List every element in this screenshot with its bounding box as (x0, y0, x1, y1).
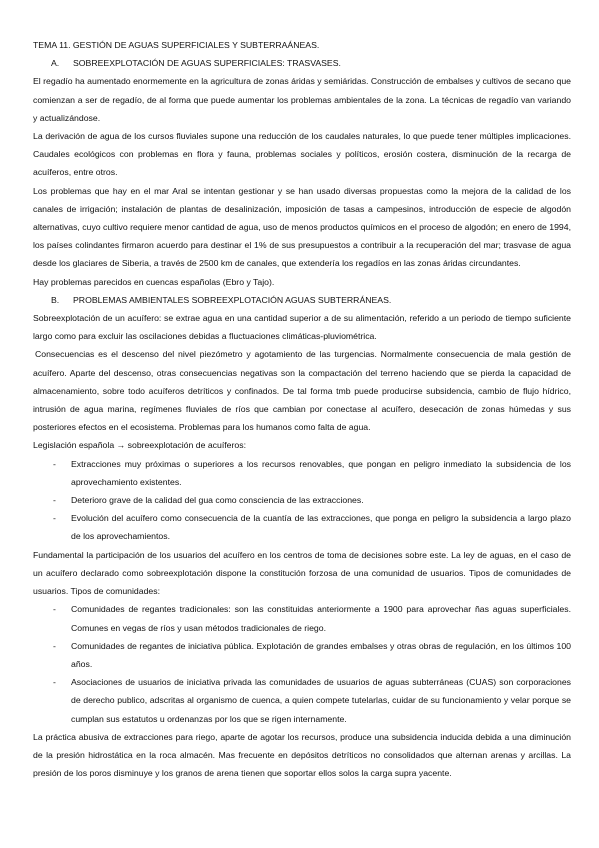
list-item-text: Extracciones muy próximas o superiores a los recursos renovables, que pongan en peligro inmediato la subsidencia de los aprovechamiento existentes. (71, 458, 571, 487)
section-a-paragraph: La derivación de agua de los cursos fluviales supone una reducción de los caudales naturales, lo que puede tener múltiples implicaciones. Caudales ecológicos con problemas en flora y fauna, problemas sociales y políticos, erosión costera, disminución de la recarga de acuíferos, entre otros. (33, 131, 571, 178)
list-item-text: Comunidades de regantes de iniciativa pública. Explotación de grandes embalses y otras obras de regulación, en los últimos 100 años. (71, 640, 571, 669)
section-a-heading (33, 54, 571, 72)
list-item (33, 509, 571, 545)
community-types-list (33, 600, 571, 727)
list-item-text: Evolución del acuífero como consecuencia de la cuantía de las extracciones, que ponga en peligro la subsidencia a largo plazo de los aprovechamientos. (71, 513, 571, 542)
dash-bullet: - (53, 458, 56, 469)
list-item (33, 637, 571, 673)
dash-bullet: - (53, 513, 56, 524)
dash-bullet: - (53, 640, 56, 651)
section-a-heading-text: SOBREEXPLOTACIÓN DE AGUAS SUPERFICIALES: TRASVASES. (73, 58, 341, 69)
section-a-paragraph: Hay problemas parecidos en cuencas españolas (Ebro y Tajo). (33, 276, 275, 287)
section-a-paragraph: Los problemas que hay en el mar Aral se intentan gestionar y se han usado diversas propuestas como la mejora de la calidad de los canales de irrigación; instalación de plantas de desalinización, imposición de tasas a campesinos, introducción de especie de algodón alternativas, cuyo cultivo requiere menor cantidad de agua, uso de menos productos químicos en el proceso de algodón; en enero de 1994, los países colindantes firmaron acuerdo para destinar el 1% de sus presupuestos a contribuir a la recuperación del mar; trasvase de agua desde los glaciares de Siberia, a través de 2500 km de canales, que extendería los regadíos en las zonas áridas circundantes. (33, 185, 571, 269)
list-item (33, 673, 571, 728)
section-a-paragraph: El regadío ha aumentado enormemente en la agricultura de zonas áridas y semiáridas. Construcción de embalses y cultivos de secano que comienzan a ser de regadío, de al forma que puede aumentar los problemas ambientales de la zona. La técnicas de regadío van variando y actualizándose. (33, 76, 571, 123)
section-b-heading (33, 291, 571, 309)
document-title: TEMA 11. GESTIÓN DE AGUAS SUPERFICIALES Y SUBTERRAÁNEAS. (33, 40, 320, 50)
list-item (33, 600, 571, 636)
consequences-paragraph: Consecuencias es el descenso del nivel piezómetro y agotamiento de las turgencias. Normalmente consecuencia de mala gestión de acuífero. Aparte del descenso, otras consecuencias negativas son la compactación del terreno haciendo que se pierda la capacidad de almacenamiento, sobre todo acuíferos detríticos y confinados. De tal forma tmb puede producirse subsidencia, cambio de flujo hídrico, intrusión de agua marina, regímenes fluviales de ríos que cambian por conectase al acuífero, desecación de zonas húmedas y sus posteriores efectos en el ecosistema. Problemas para los humanos como falta de agua. (33, 349, 571, 433)
overexploitation-definition: Sobreexplotación de un acuífero: se extrae agua en una cantidad superior a de su alimentación, referido a un periodo de tiempo suficiente largo como para excluir las oscilaciones debidas a fluctuaciones climáticas-pluviométrica. (33, 313, 571, 342)
legislation-heading: Legislación española → sobreexplotación de acuíferos: (33, 440, 246, 451)
participation-paragraph: Fundamental la participación de los usuarios del acuífero en los centros de toma de decisiones sobre este. La ley de aguas, en el caso de un acuífero declarado como sobreexplotación dispone la constitución forzosa de una comunidad de usuarios. Tipos de comunidades de usuarios. Tipos de comunidades: (33, 549, 571, 597)
list-item-text: Comunidades de regantes tradicionales: son las constituidas anteriormente a 1900 para aprovechar ñas aguas superficiales. Comunes en vegas de ríos y usan métodos tradicionales de riego. (71, 604, 571, 633)
section-b-heading-text: PROBLEMAS AMBIENTALES SOBREEXPLOTACIÓN AGUAS SUBTERRÁNEAS. (73, 294, 392, 305)
legislation-list (33, 455, 571, 546)
dash-bullet: - (53, 495, 56, 506)
section-a-number: A. (51, 58, 60, 69)
list-item (33, 491, 571, 509)
dash-bullet: - (53, 604, 56, 615)
list-item-text: Asociaciones de usuarios de iniciativa privada las comunidades de usuarios de aguas subterráneas (CUAS) son corporaciones de derecho publico, adscritas al organismo de cuenca, a quien compete tutelarlas, cuidar de su funcionamiento y velar porque se cumplan sus estatutos u ordenanzas por los que se rigen internamente. (71, 677, 571, 724)
closing-paragraph: La práctica abusiva de extracciones para riego, aparte de agotar los recursos, produce una subsidencia inducida debida a una diminución de la presión hidrostática en la roca almacén. Mas frecuente en depósitos detríticos no consolidados que alternan arenas y arcillas. La presión de los poros disminuye y los granos de arena tienen que soportar ellos solos la carga supra yacente. (33, 731, 571, 779)
list-item (33, 455, 571, 491)
dash-bullet: - (53, 677, 56, 688)
list-item-text: Deterioro grave de la calidad del gua como consciencia de las extracciones. (71, 495, 364, 506)
section-b-number: B. (51, 294, 60, 305)
